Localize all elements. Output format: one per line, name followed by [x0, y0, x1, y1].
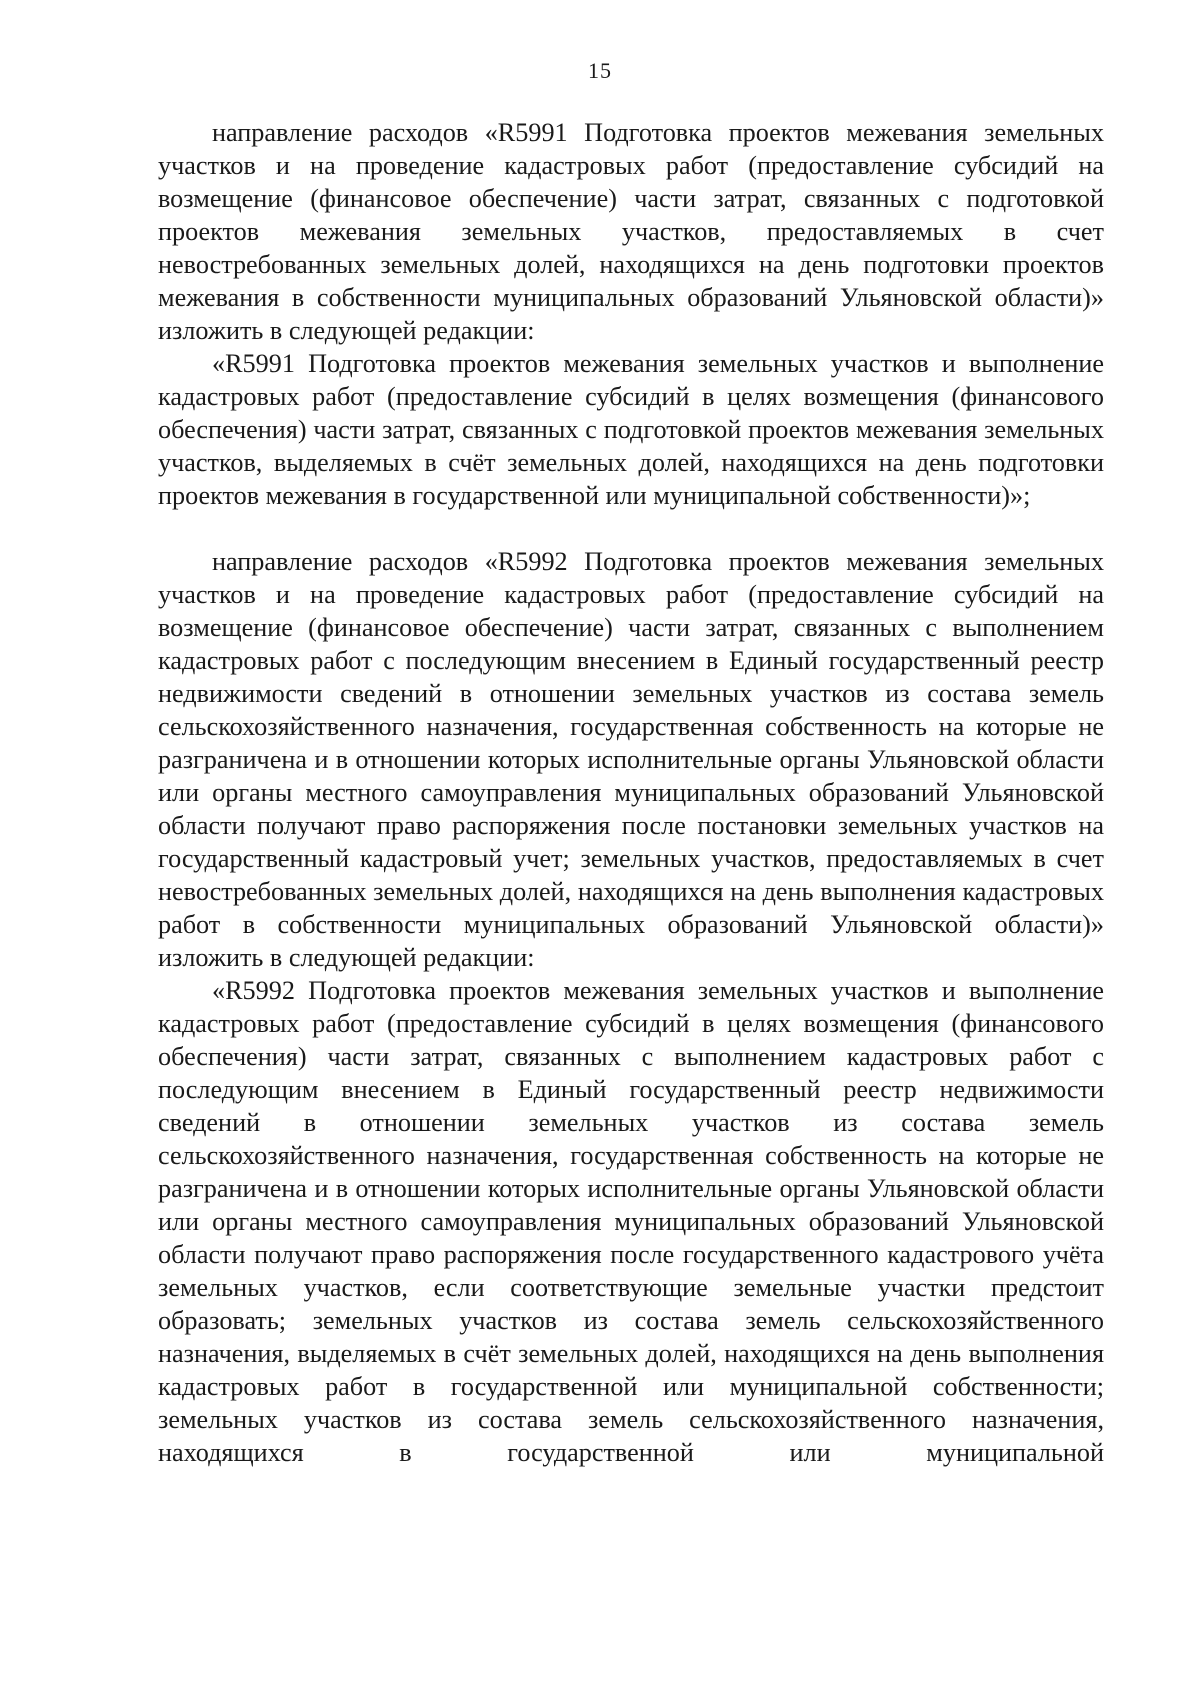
paragraph-expense-r5992-new: «R5992 Подготовка проектов межевания земельных участков и выполнение кадастровых работ (предоставление субсидий в целях возмещения (финансового обеспечения) части затрат, связанных с выполнением кадастровых работ с последующим внесением в Единый государственный реестр недвижимости сведений в отношении земельных участков из состава земель сельскохозяйственного назначения, государственная собственность на которые не разграничена и в отношении которых исполнительные органы Ульяновской области или органы местного самоуправления муниципальных образований Ульяновской области получают право распоряжения после государственного кадастрового учёта земельных участков, если соответствующие земельные участки предстоит образовать; земельных участков из состава земель сельскохозяйственного назначения, выделяемых в счёт земельных долей, находящихся на день выполнения кадастровых работ в государственной или муниципальной собственности; земельных участков из состава земель сельскохозяйственного назначения, находящихся в государственной или муниципальной — [158, 976, 1104, 1467]
paragraph-expense-r5991-old: направление расходов «R5991 Подготовка проектов межевания земельных участков и на проведение кадастровых работ (предоставление субсидий на возмещение (финансовое обеспечение) части затрат, связанных с подготовкой проектов межевания земельных участков, предоставляемых в счет невостребованных земельных долей, находящихся на день подготовки проектов межевания в собственности муниципальных образований Ульяновской области)» изложить в следующей редакции: — [158, 118, 1104, 345]
page-number: 15 — [588, 58, 612, 83]
paragraph-expense-r5992-old: направление расходов «R5992 Подготовка проектов межевания земельных участков и на проведение кадастровых работ (предоставление субсидий на возмещение (финансовое обеспечение) части затрат, связанных с выполнением кадастровых работ с последующим внесением в Единый государственный реестр недвижимости сведений в отношении земельных участков из состава земель сельскохозяйственного назначения, государственная собственность на которые не разграничена и в отношении которых исполнительные органы Ульяновской области или органы местного самоуправления муниципальных образований Ульяновской области получают право распоряжения после постановки земельных участков на государственный кадастровый учет; земельных участков, предоставляемых в счет невостребованных земельных долей, находящихся на день выполнения кадастровых работ в собственности муниципальных образований Ульяновской области)» изложить в следующей редакции: — [158, 547, 1104, 972]
paragraph-expense-r5991-new: «R5991 Подготовка проектов межевания земельных участков и выполнение кадастровых работ (предоставление субсидий в целях возмещения (финансового обеспечения) части затрат, связанных с подготовкой проектов межевания земельных участков, выделяемых в счёт земельных долей, находящихся на день подготовки проектов межевания в государственной или муниципальной собственности)»; — [158, 349, 1104, 510]
document-body — [158, 116, 1104, 1469]
